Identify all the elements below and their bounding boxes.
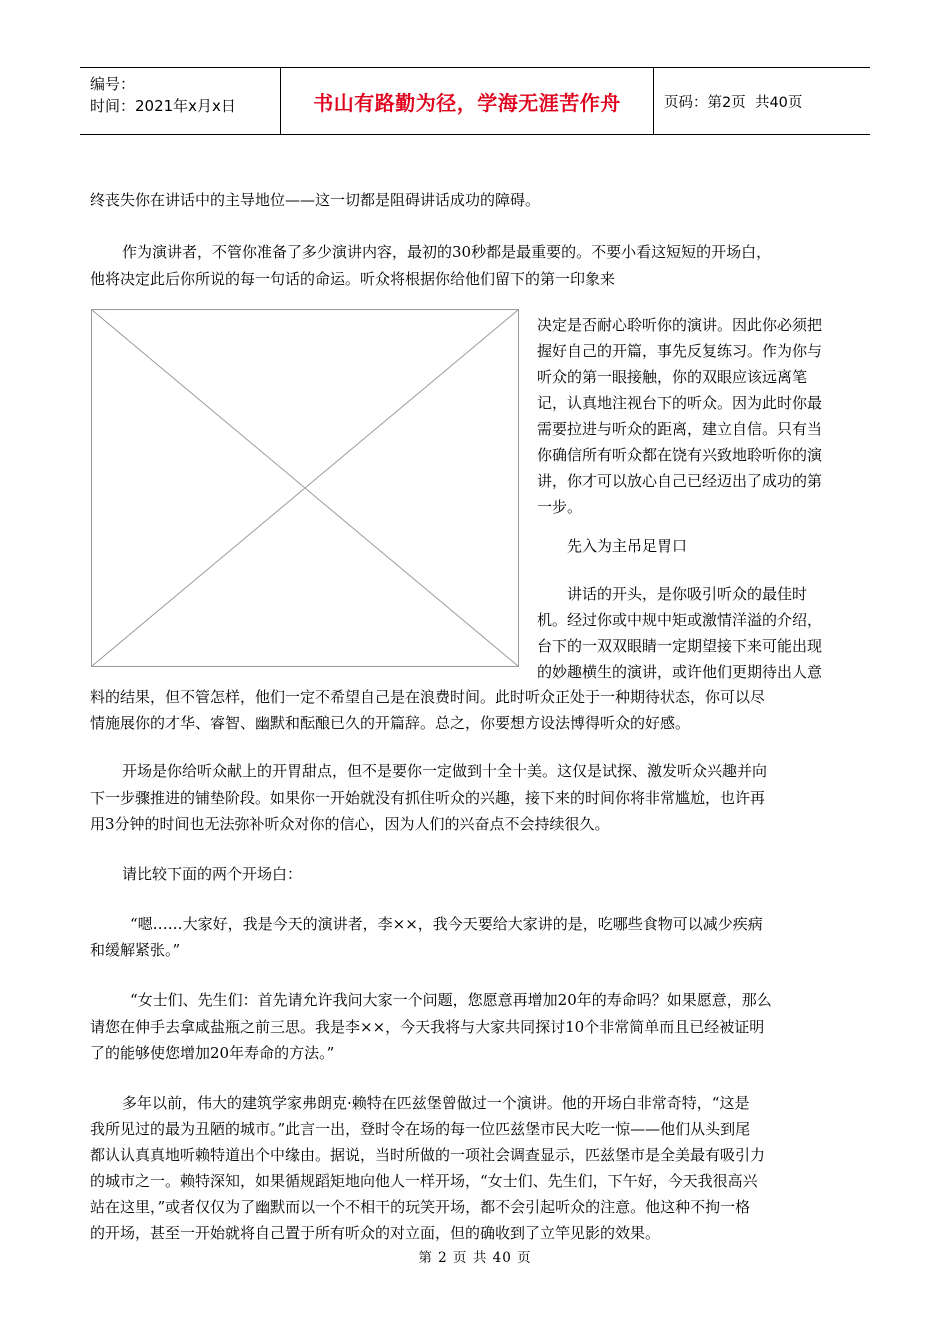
- p6-line-2: 和缓解紧张。”: [90, 941, 181, 959]
- p3-side-line-1: 讲话的开头，是你吸引听众的最佳时: [567, 585, 808, 603]
- paragraph-1: 终丧失你在讲话中的主导地位——这一切都是阻碍讲话成功的障碍。: [90, 191, 541, 209]
- p8-line-2: 我所见过的最为丑陋的城市。”此言一出，登时令在场的每一位匹兹堡市民大吃一惊——他们从头到尾: [90, 1120, 751, 1138]
- p4-line-3: 用3分钟的时间也无法弥补听众对你的信心，因为人们的兴奋点不会持续很久。: [90, 815, 610, 833]
- p8-line-5: 站在这里，”或者仅仅为了幽默而以一个不相干的玩笑开场，都不会引起听众的注意。他这种不拘一格: [90, 1198, 751, 1216]
- side-line-5: 需要拉进与听众的距离，建立自信。只有当: [537, 420, 823, 438]
- paragraph-2-line-2: 他将决定此后你所说的每一句话的命运。听众将根据你给他们留下的第一印象来: [90, 270, 616, 288]
- p5: 请比较下面的两个开场白：: [122, 865, 303, 883]
- p3-side-line-3: 台下的一双双眼睛一定期望接下来可能出现: [537, 637, 823, 655]
- page-footer: 第 2 页 共 40 页: [418, 1250, 532, 1266]
- placeholder-cross-icon: [92, 310, 518, 666]
- side-line-6: 你确信所有听众都在饶有兴致地聆听你的演: [537, 446, 823, 464]
- page-info-text: 页码：第2页 共40页: [664, 94, 803, 111]
- side-line-7: 讲，你才可以放心自己已经迈出了成功的第: [537, 472, 823, 490]
- image-placeholder: [91, 309, 519, 667]
- paragraph-2-line-1: 作为演讲者，不管你准备了多少演讲内容，最初的30秒都是最重要的。不要小看这短短的开场白，: [122, 243, 772, 261]
- side-line-2: 握好自己的开篇，事先反复练习。作为你与: [537, 342, 823, 360]
- p3-side-line-4: 的妙趣横生的演讲，或许他们更期待出人意: [537, 663, 823, 681]
- number-label: 编号：: [90, 75, 136, 93]
- p7-line-1: “女士们、先生们：首先请允许我问大家一个问题，您愿意再增加20年的寿命吗？如果愿意，那么: [130, 991, 772, 1009]
- side-line-4: 记，认真地注视台下的听众。因为此时你最: [537, 394, 823, 412]
- p4-line-2: 下一步骤推进的铺垫阶段。如果你一开始就没有抓住听众的兴趣，接下来的时间你将非常尴尬，也许再: [90, 789, 766, 807]
- side-line-3: 听众的第一眼接触，你的双眼应该远离笔: [537, 368, 808, 386]
- p4-line-1: 开场是你给听众献上的开胃甜点，但不是要你一定做到十全十美。这仅是试探、激发听众兴趣并向: [122, 762, 768, 780]
- p7-line-3: 了的能够使您增加20年寿命的方法。”: [90, 1044, 335, 1062]
- header-page-info: [654, 68, 870, 134]
- p8-line-3: 都认认真真地听赖特道出个中缘由。据说，当时所做的一项社会调查显示，匹兹堡市是全美最有吸引力: [90, 1146, 766, 1164]
- p3-full-line-2: 情施展你的才华、睿智、幽默和酝酿已久的开篇辞。总之，你要想方设法博得听众的好感。: [90, 714, 691, 732]
- p8-line-1: 多年以前，伟大的建筑学家弗朗克·赖特在匹兹堡曾做过一个演讲。他的开场白非常奇特，“这是: [122, 1094, 750, 1112]
- document-header: [80, 67, 870, 135]
- subheading: 先入为主吊足胃口: [567, 537, 688, 555]
- header-motto: 书山有路勤为径，学海无涯苦作舟: [281, 68, 654, 134]
- side-line-1: 决定是否耐心聆听你的演讲。因此你必须把: [537, 316, 823, 334]
- date-label: 时间：2021年x月x日: [90, 97, 236, 115]
- header-meta: [80, 68, 281, 134]
- p3-full-line-1: 料的结果，但不管怎样，他们一定不希望自己是在浪费时间。此时听众正处于一种期待状态，你可以尽: [90, 688, 766, 706]
- p6-line-1: “嗯……大家好，我是今天的演讲者，李××，我今天要给大家讲的是，吃哪些食物可以减少疾病: [130, 915, 763, 933]
- p3-side-line-2: 机。经过你或中规中矩或激情洋溢的介绍，: [537, 611, 823, 629]
- p8-line-6: 的开场，甚至一开始就将自己置于所有听众的对立面，但的确收到了立竿见影的效果。: [90, 1224, 661, 1242]
- p8-line-4: 的城市之一。赖特深知，如果循规蹈矩地向他人一样开场，“女士们、先生们，下午好，今天我很高兴: [90, 1172, 758, 1190]
- p7-line-2: 请您在伸手去拿咸盐瓶之前三思。我是李××，今天我将与大家共同探讨10个非常简单而且已经被证明: [90, 1018, 765, 1036]
- side-line-8: 一步。: [537, 498, 583, 516]
